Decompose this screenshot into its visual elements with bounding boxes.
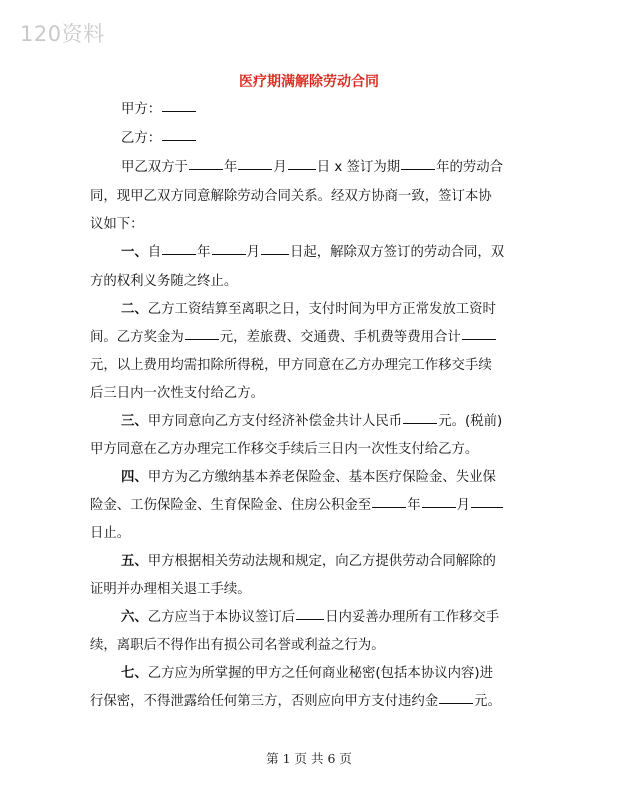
blank	[471, 506, 503, 508]
clause-number: 七、	[121, 666, 148, 681]
party-a-blank	[162, 110, 196, 112]
clause-1-line-2: 方的权利义务随之终止。	[90, 274, 238, 289]
clause-2-line-4: 后三日内一次性支付给乙方。	[90, 386, 265, 401]
blank	[189, 168, 223, 170]
blank	[162, 253, 196, 255]
intro-line-1: 甲乙双方于 年 月 日 x 签订为期 年的劳动合	[121, 160, 504, 175]
page-footer: 第 1 页 共 6 页	[266, 751, 352, 766]
clause-5-line-2: 证明并办理相关退工手续。	[90, 582, 251, 597]
blank	[296, 618, 324, 620]
blank	[212, 253, 246, 255]
blank	[422, 506, 456, 508]
blank	[261, 253, 289, 255]
party-a-label: 甲方：	[121, 102, 162, 117]
clause-number: 三、	[121, 414, 148, 429]
blank	[288, 168, 316, 170]
blank	[372, 506, 406, 508]
blank	[462, 338, 496, 340]
clause-3-line-1: 三、甲方同意向乙方支付经济补偿金共计人民币 元。(税前)	[121, 414, 503, 429]
clause-4-line-3: 日止。	[90, 526, 131, 541]
clause-5-line-1: 五、甲方根据相关劳动法规和规定，向乙方提供劳动合同解除的	[121, 554, 496, 569]
blank	[403, 422, 437, 424]
party-b-blank	[162, 139, 196, 141]
clause-3-line-2: 甲方同意在乙方办理完工作移交手续后三日内一次性支付给乙方。	[90, 442, 479, 457]
clause-2-line-1: 二、乙方工资结算至离职之日，支付时间为甲方正常发放工资时	[121, 302, 496, 317]
clause-number: 五、	[121, 554, 148, 569]
watermark-logo: 120资料	[20, 22, 105, 46]
blank	[439, 702, 473, 704]
clause-4-line-2: 险金、工伤保险金、生育保险金、住房公积金至 年 月	[90, 497, 504, 515]
clause-2-line-2: 间。乙方奖金为 元，差旅费、交通费、手机费等费用合计	[90, 329, 497, 347]
blank	[238, 168, 272, 170]
document-title: 医疗期满解除劳动合同	[239, 74, 379, 90]
intro-line-3: 议如下：	[90, 217, 144, 232]
clause-7-line-2: 行保密，不得泄露给任何第三方，否则应向甲方支付违约金 元。	[90, 694, 501, 709]
clause-4-line-1: 四、甲方为乙方缴纳基本养老保险金、基本医疗保险金、失业保	[121, 470, 496, 485]
clause-number: 一、	[121, 245, 148, 260]
party-b-line	[121, 130, 197, 148]
party-b-label: 乙方：	[121, 131, 162, 146]
clause-7-line-1: 七、乙方应为所掌握的甲方之任何商业秘密(包括本协议内容)进	[121, 666, 493, 681]
blank	[401, 168, 435, 170]
clause-number: 二、	[121, 302, 148, 317]
clause-6-line-2: 续，离职后不得作出有损公司名誉或利益之行为。	[90, 638, 385, 653]
clause-2-line-3: 元，以上费用均需扣除所得税，甲方同意在乙方办理完工作移交手续	[90, 358, 492, 373]
intro-line-2: 同，现甲乙双方同意解除劳动合同关系。经双方协商一致，签订本协	[90, 189, 492, 204]
clause-1-line-1: 一、自 年 月 日起，解除双方签订的劳动合同，双	[121, 245, 505, 260]
blank	[185, 338, 219, 340]
party-a-line	[121, 101, 197, 119]
clause-number: 六、	[121, 610, 148, 625]
clause-number: 四、	[121, 470, 148, 485]
clause-6-line-1: 六、乙方应当于本协议签订后 日内妥善办理所有工作移交手	[121, 610, 500, 625]
